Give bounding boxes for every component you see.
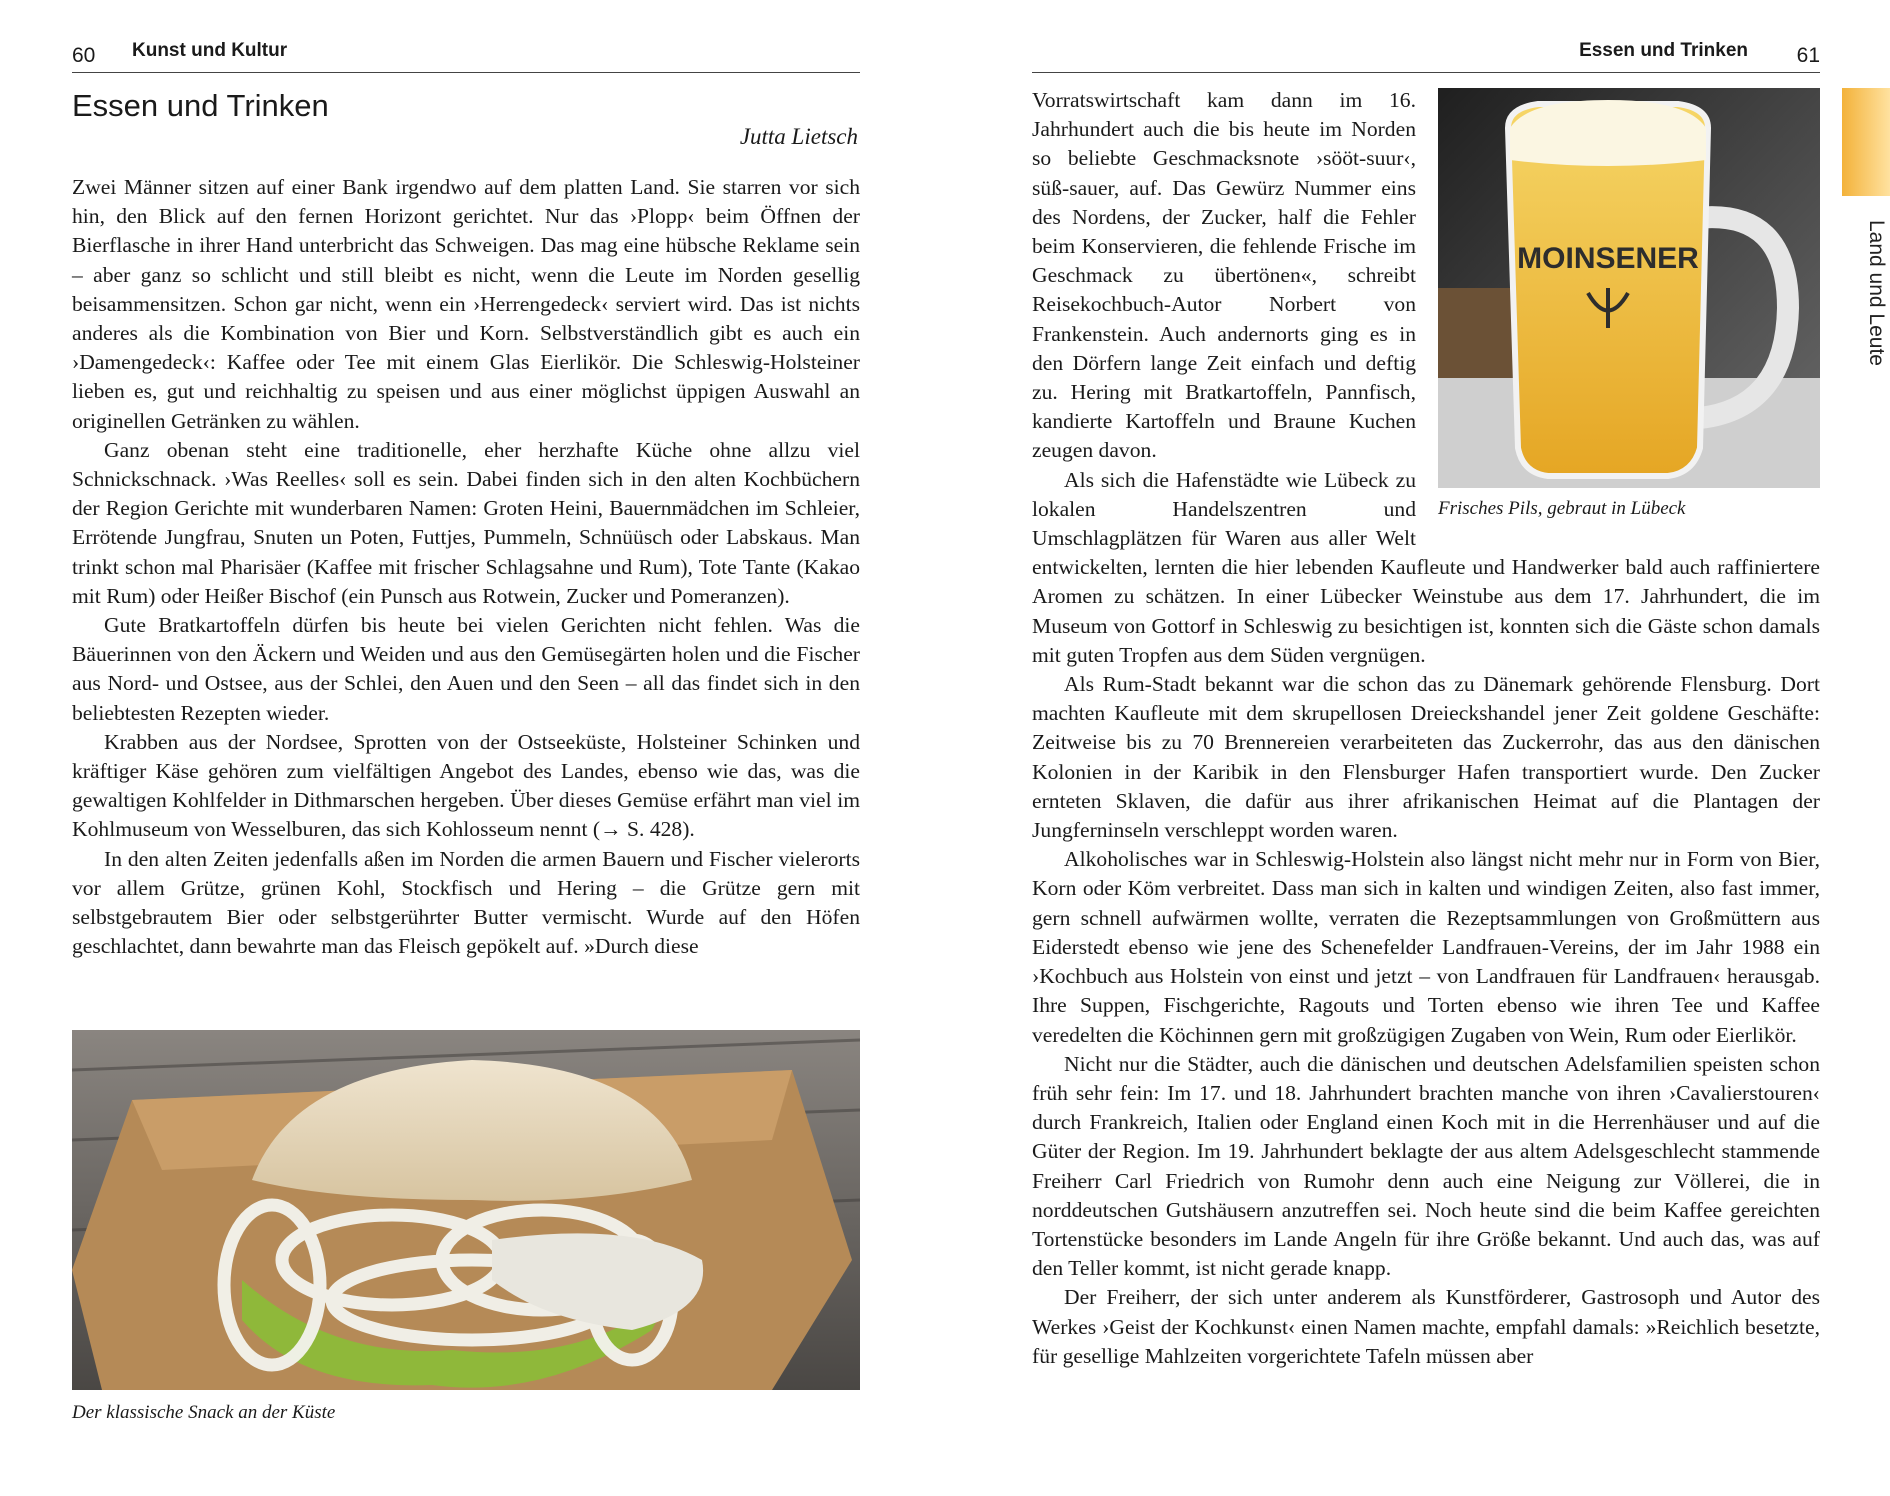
paragraph: In den alten Zeiten jedenfalls aßen im Norden die armen Bauern und Fischer vielerorts vor allem Grütze, grünen Kohl, Stockfisch und Hering – die Grütze gern mit selbstgebrautem Bier oder selbstgerührter Butter vermischt. Wurde auf den Höfen geschlachtet, dann bewahrte man das Fleisch gepökelt auf. »Durch diese: [72, 846, 860, 959]
header-rule-right: [1032, 72, 1820, 73]
side-tab: [1840, 220, 1890, 380]
paragraph: Der Freiherr, der sich unter anderem als Kunstförderer, Gastrosoph und Autor des Werkes ›Geist der Kochkunst‹ einen Namen machte, empfahl damals: »Reichlich besetzte, für gesellige Mahlzeiten vorgerichtete Tafeln müssen aber: [1032, 1285, 1820, 1368]
running-head-left: Kunst und Kultur: [132, 40, 288, 61]
left-column-text: [72, 173, 860, 961]
paragraph: Ganz obenan steht eine traditionelle, eher herzhafte Küche ohne allzu viel Schnickschnack. ›Was Reelles‹ soll es sein. Dabei finden sich in den alten Kochbüchern der Region Gerichte mit wunderbaren Namen: Groten Heini, Bauernmädchen im Schleier, Errötende Jungfrau, Snuten un Poten, Futtjes, Pummeln, Schnüüsch oder Labskaus. Man trinkt schon mal Pharisäer (Kaffee mit frischer Schlagsahne und Rum), Tote Tante (Kakao mit Rum) oder Heißer Bischof (ein Punsch aus Rotwein, Zucker und Pomeranzen).: [72, 437, 860, 608]
beer-brand-label: MOINSENER: [1517, 242, 1699, 275]
photo-caption-left: Der klassische Snack an der Küste: [72, 1402, 336, 1423]
beer-mug-illustration: [1438, 88, 1820, 488]
paragraph: Alkoholisches war in Schleswig-Holstein also längst nicht mehr nur in Form von Bier, Korn oder Köm verbreitet. Dass man sich in kalten und windigen Zeiten, also fast immer, gern schnell aufwärmen wollte, verraten die Rezeptsammlungen von Großmüttern aus Eiderstedt ebenso wie jene des Schenefelder Landfrauen-Vereins, der im Jahr 1988 ein ›Kochbuch aus Holstein von einst und jetzt – von Landfrauen für Landfrauen‹ herausgab. Ihre Suppen, Fischgerichte, Ragouts und Torten ebenso wie ihren Tee und Kaffee veredelten die Köchinnen gern mit großzügigen Zugaben von Wein, Rum oder Eierlikör.: [1032, 847, 1820, 1047]
running-head-right: Essen und Trinken: [1579, 40, 1748, 61]
page-number-right: 61: [1796, 44, 1820, 67]
paragraph: Nicht nur die Städter, auch die dänischen und deutschen Adelsfamilien speisten schon früh sehr fein: Im 17. und 18. Jahrhundert brachten manche von ihren ›Cavalierstouren‹ durch Frankreich, Italien oder England einen Koch mit in die Herrenhäuser und auf die Güter der Region. Im 19. Jahrhundert beklagte der aus altem Adelsgeschlecht stammende Freiherr Carl Friedrich von Rumohr denn auch eine Neigung zur Völlerei, die in norddeutschen Gutshäusern anzutreffen sei. Noch heute sind die beim Kaffee gereichten Tortenstücke besonders im Lande Angeln für ihre Größe bekannt. Und auch das, was auf den Teller kommt, ist nicht gerade knapp.: [1032, 1051, 1820, 1281]
header-rule-left: [72, 72, 860, 73]
beer-mug-photo: [1438, 88, 1820, 488]
page-title: Essen und Trinken: [72, 88, 329, 123]
side-tab-label: Land und Leute: [1865, 220, 1888, 366]
paragraph: Krabben aus der Nordsee, Sprotten von der Ostseeküste, Holsteiner Schinken und kräftiger Käse gehören zum vielfältigen Angebot des Landes, ebenso wie das, was die gewaltigen Kohlfelder in Dithmarschen hergeben. Über dieses Gemüse erfährt man viel im Kohlmuseum von Wesselburen, das sich Kohlosseum nennt (→ S. 428).: [72, 729, 860, 842]
paragraph: Zwei Männer sitzen auf einer Bank irgendwo auf dem platten Land. Sie starren vor sich hin, den Blick auf den fernen Horizont gerichtet. Nur das ›Plopp‹ beim Öffnen der Bierflasche in ihrer Hand unterbricht das Schweigen. Das mag eine hübsche Reklame sein – aber ganz so schlicht und still bleibt es nicht, wenn die Leute im Norden gesellig beisammensitzen. Schon gar nicht, wenn ein ›Herrengedeck‹ serviert wird. Das ist nichts anderes als die Kombination von Bier und Korn. Selbstverständlich gibt es auch ein ›Damengedeck‹: Kaffee oder Tee mit einem Glas Eierlikör. Die Schleswig-Holsteiner lieben es, gut und reichhaltig zu speisen und aus einer möglichst üppigen Auswahl an originellen Getränken zu wählen.: [72, 175, 860, 433]
author-name: Jutta Lietsch: [739, 124, 858, 149]
photo-caption-right: Frisches Pils, gebraut in Lübeck: [1438, 498, 1686, 519]
page-number-left: 60: [72, 44, 96, 67]
fish-sandwich-illustration: [72, 1030, 860, 1390]
paragraph: Als Rum-Stadt bekannt war die schon das zu Dänemark gehörende Flensburg. Dort machten Kaufleute mit dem skrupellosen Dreieckshandel jener Zeit goldene Geschäfte: Zeitweise bis zu 70 Brennereien verarbeiteten das Zuckerrohr, das aus den dänischen Kolonien in der Karibik in den Flensburger Hafen transportiert wurde. Den Zucker ernteten Sklaven, die dafür aus ihrer afrikanischen Heimat auf die Plantagen der Jungferninseln verschleppt worden waren.: [1032, 672, 1820, 843]
fish-sandwich-photo: [72, 1030, 860, 1390]
chapter-thumb-tab: [1842, 88, 1890, 196]
paragraph: Als sich die Hafenstädte wie Lübeck zu lokalen Handelszentren und Umschlagplätzen für Waren aus aller Welt entwickelten, lernten die hier lebenden Kaufleute und Handwerker bald auch raffiniertere Aromen zu schätzen. In einer Lübecker Weinstube aus dem 17. Jahrhundert, die im Museum von Gottorf in Schleswig zu besichtigen ist, konnten sich die Gäste schon damals mit guten Tropfen aus dem Süden vergnügen.: [1032, 467, 1820, 667]
paragraph: Vorratswirtschaft kam dann im 16. Jahrhundert auch die bis heute im Norden so beliebte Geschmacksnote ›sööt-suur‹, süß-sauer, auf. Das Gewürz Nummer eins des Nordens, der Zucker, half die Fehler beim Konservieren, die fehlende Frische im Geschmack zu übertönen«, schreibt Reisekochbuch-Autor Norbert von Frankenstein. Auch andernorts ging es in den Dörfern lange Zeit einfach und deftig zu. Hering mit Bratkartoffeln, Pannfisch, kandierte Kartoffeln und Braune Kuchen zeugen davon.: [1032, 88, 1416, 463]
paragraph: Gute Bratkartoffeln dürfen bis heute bei vielen Gerichten nicht fehlen. Was die Bäuerinnen von den Äckern und Weiden und aus den Gemüsegärten holen und die Fischer aus Nord- und Ostsee, aus der Schlei, den Auen und den Seen – all das findet sich in den beliebtesten Rezepten wieder.: [72, 613, 860, 725]
